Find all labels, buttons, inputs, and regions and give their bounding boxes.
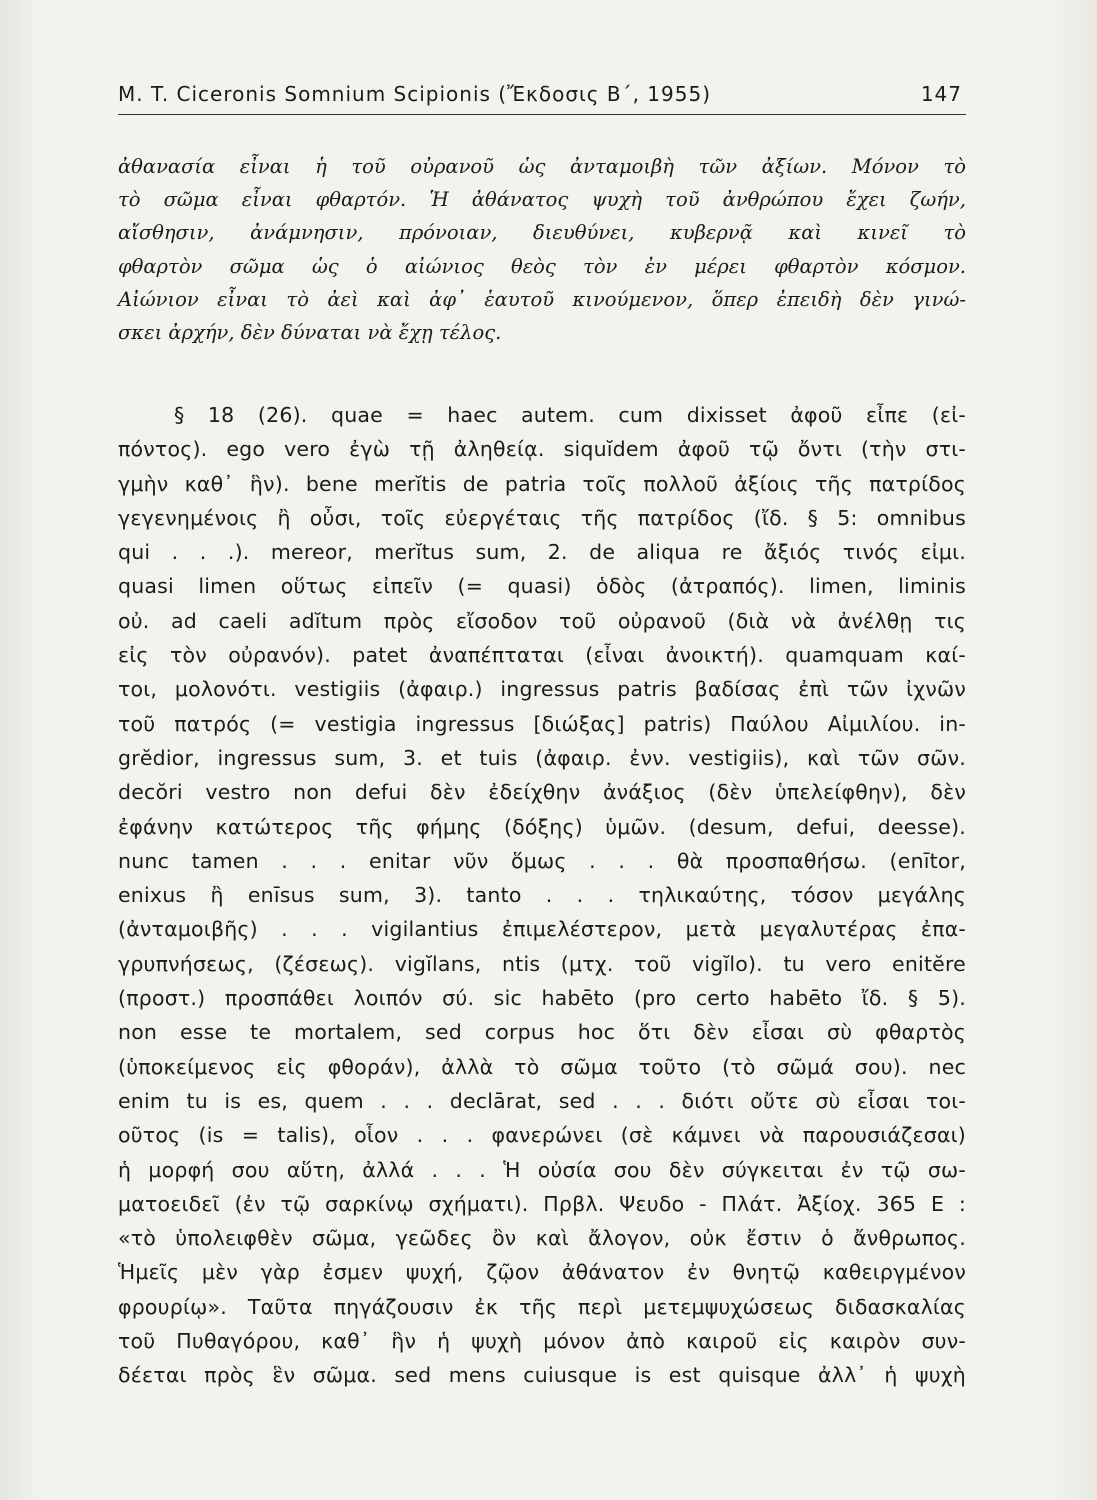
text-line: decŏri vestro non defui δὲν ἐδείχθην ἀνάξιος (δὲν ὑπελείφθην), δὲν [118, 780, 966, 805]
text-line: εἰς τὸν οὐρανόν). patet ἀναπέπταται (εἶναι ἀνοικτή). quamquam καί- [118, 643, 966, 668]
text-line: φθαρτὸν σῶμα ὡς ὁ αἰώνιος θεὸς τὸν ἐν μέρει φθαρτὸν κόσμον. [118, 254, 966, 278]
text-line: φρουρίῳ». Ταῦτα πηγάζουσιν ἐκ τῆς περὶ μετεμψυχώσεως διδασκαλίας [118, 1294, 966, 1319]
text-line: (ὑποκείμενος εἰς φθοράν), ἀλλὰ τὸ σῶμα τοῦτο (τὸ σῶμά σου). nec [118, 1054, 966, 1079]
text-line: οῦτος (is = talis), οἷον . . . φανερώνει (σὲ κάμνει νὰ παρουσιάζεσαι) [118, 1123, 966, 1148]
text-line: τοῦ πατρός (= vestigia ingressus [διώξας] patris) Παύλου Αἰμιλίου. in- [118, 711, 966, 736]
text-line: non esse te mortalem, sed corpus hoc ὅτι δὲν εἶσαι σὺ φθαρτὸς [118, 1020, 966, 1045]
text-line: πόντος). ego vero ἐγὼ τῇ ἀληθείᾳ. siquĭdem ἀφοῦ τῷ ὄντι (τὴν στι- [118, 437, 966, 462]
text-line: γρυπνήσεως, (ζέσεως). vigĭlans, ntis (μτχ. τοῦ vigĭlo). tu vero enitĕre [118, 951, 966, 976]
page-number: 147 [920, 82, 962, 106]
text-line: δέεται πρὸς ἓν σῶμα. sed mens cuiusque is est quisque ἀλλ᾽ ἡ ψυχὴ [118, 1363, 966, 1388]
text-line: «τὸ ὑπολειφθὲν σῶμα, γεῶδες ὂν καὶ ἄλογον, οὐκ ἔστιν ὁ ἄνθρωπος. [118, 1226, 966, 1251]
text-line: enixus ἢ enīsus sum, 3). tanto . . . τηλικαύτης, τόσον μεγάλης [118, 883, 966, 908]
translation-paragraph [118, 150, 966, 349]
text-line: τὸ σῶμα εἶναι φθαρτόν. Ἡ ἀθάνατος ψυχὴ τοῦ ἀνθρώπου ἔχει ζωήν, [118, 188, 966, 212]
text-line: γμὴν καθ᾽ ἣν). bene merĭtis de patria τοῖς πολλοῦ ἀξίοις τῆς πατρίδος [118, 471, 966, 496]
text-line: nunc tamen . . . enitar νῦν ὅμως . . . θὰ προσπαθήσω. (enītor, [118, 848, 966, 873]
running-head: M. T. Ciceronis Somnium Scipionis (Ἔκδοσις Β΄, 1955) [118, 82, 711, 106]
commentary-section [118, 398, 966, 1393]
text-line: ἐφάνην κατώτερος τῆς φήμης (δόξης) ὑμῶν. (desum, defui, deesse). [118, 814, 966, 839]
text-line: τοῦ Πυθαγόρου, καθ᾽ ἣν ἡ ψυχὴ μόνον ἀπὸ καιροῦ εἰς καιρὸν συν- [118, 1329, 966, 1354]
text-line: quasi limen οὕτως εἰπεῖν (= quasi) ὁδὸς (ἀτραπός). limen, liminis [118, 574, 966, 599]
text-line: grĕdior, ingressus sum, 3. et tuis (ἀφαιρ. ἐνν. vestigiis), καὶ τῶν σῶν. [118, 745, 966, 770]
text-line: qui . . .). mereor, merĭtus sum, 2. de aliqua re ἄξιός τινός εἰμι. [118, 540, 966, 565]
text-line: Αἰώνιον εἶναι τὸ ἀεὶ καὶ ἀφ᾽ ἑαυτοῦ κινούμενον, ὅπερ ἐπειδὴ δὲν γινώ- [118, 287, 966, 311]
text-line: αἴσθησιν, ἀνάμνησιν, πρόνοιαν, διευθύνει, κυβερνᾷ καὶ κινεῖ τὸ [118, 221, 966, 245]
section-heading-line: § 18 (26). quae = haec autem. cum dixisset ἀφοῦ εἶπε (εἰ- [174, 403, 966, 427]
text-line: Ἡμεῖς μὲν γὰρ ἐσμεν ψυχή, ζῷον ἀθάνατον ἐν θνητῷ καθειργμένον [118, 1260, 966, 1285]
text-line: ματοειδεῖ (ἐν τῷ σαρκίνῳ σχήματι). Πρβλ. Ψευδο - Πλάτ. Ἀξίοχ. 365 Ε : [118, 1191, 966, 1216]
text-line: σκει ἀρχήν, δὲν δύναται νὰ ἔχῃ τέλος. [118, 320, 502, 344]
text-line: enim tu is es, quem . . . declārat, sed . . . διότι οὔτε σὺ εἶσαι τοι- [118, 1088, 966, 1113]
text-line: (προστ.) προσπάθει λοιπόν σύ. sic habēto (pro certo habēto ἴδ. § 5). [118, 986, 966, 1011]
page-header [118, 78, 966, 115]
text-line: οὐ. ad caeli adĭtum πρὸς εἴσοδον τοῦ οὐρανοῦ (διὰ νὰ ἀνέλθῃ τις [118, 608, 966, 633]
text-line: γεγενημένοις ἢ οὖσι, τοῖς εὐεργέταις τῆς πατρίδος (ἴδ. § 5: omnibus [118, 505, 966, 530]
text-line: τοι, μολονότι. vestigiis (ἀφαιρ.) ingressus patris βαδίσας ἐπὶ τῶν ἰχνῶν [118, 677, 966, 702]
text-line: ἀθανασία εἶναι ἡ τοῦ οὐρανοῦ ὡς ἀνταμοιβὴ τῶν ἀξίων. Μόνον τὸ [118, 155, 966, 178]
text-line: (ἀνταμοιβῆς) . . . vigilantius ἐπιμελέστερον, μετὰ μεγαλυτέρας ἐπα- [118, 917, 966, 942]
text-line: ἡ μορφή σου αὕτη, ἀλλά . . . Ἡ οὐσία σου δὲν σύγκειται ἐν τῷ σω- [118, 1157, 966, 1182]
